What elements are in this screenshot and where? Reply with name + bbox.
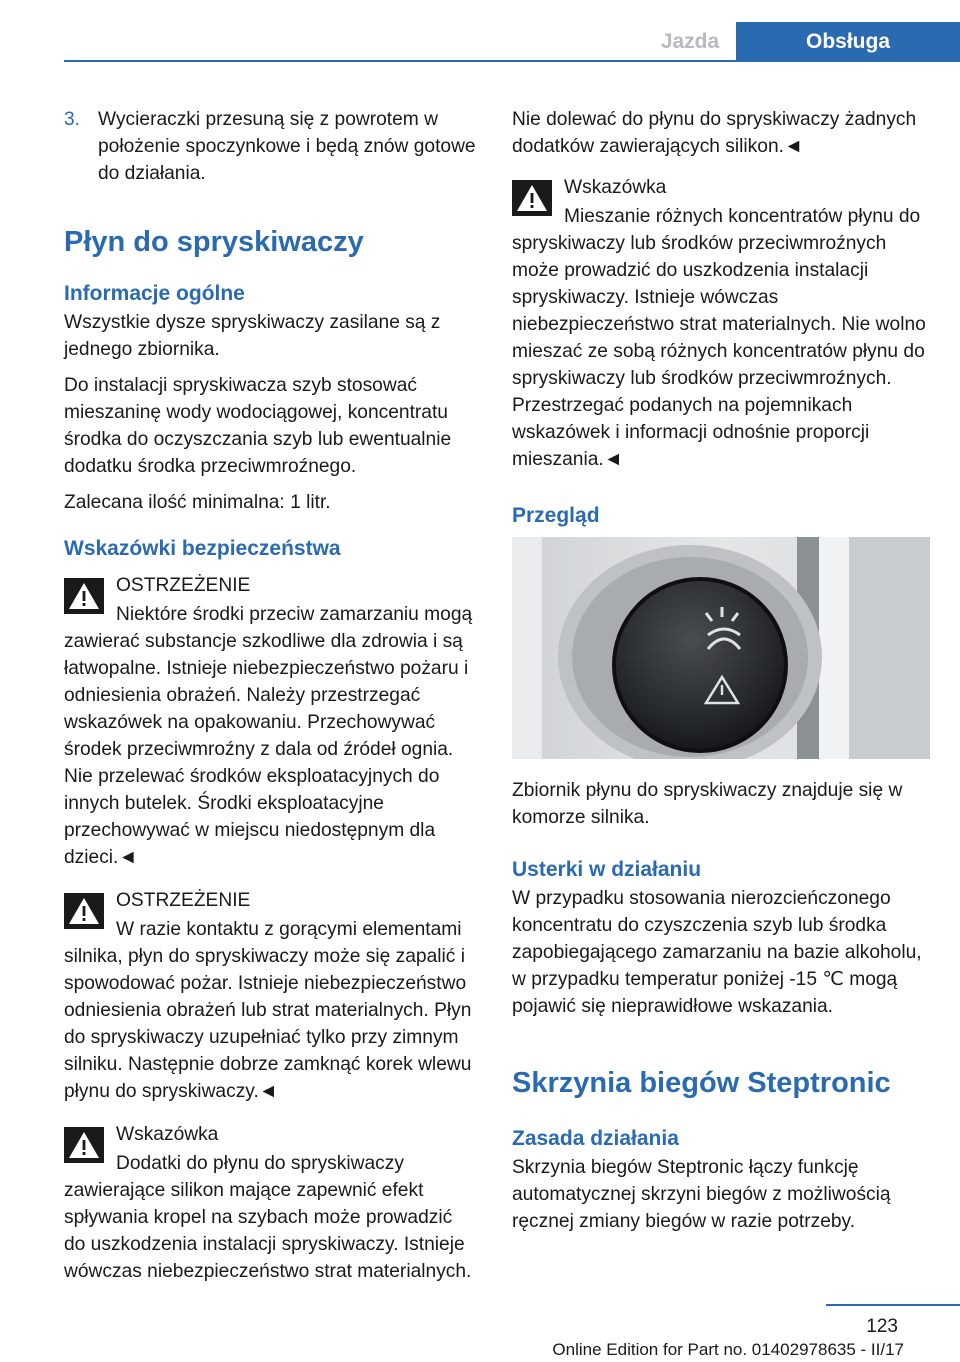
warning-icon [64, 1127, 104, 1163]
tab-jazda[interactable]: Jazda [660, 30, 720, 53]
header-rule [64, 60, 960, 62]
heading-general-info: Informacje ogólne [64, 282, 245, 305]
right-column [512, 106, 930, 1244]
heading-principle: Zasada działania [512, 1127, 679, 1150]
heading-faults: Usterki w działaniu [512, 858, 702, 881]
paragraph-general-2: Do instalacji spryskiwacza szyb stosować mieszaninę wody wodociągowej, koncentratu środka do oczyszczania szyb lub ewentualnie dodatku środka przeciwmroźnego. [64, 375, 452, 477]
warning-icon [512, 180, 552, 216]
warning-title: OSTRZEŻENIE [116, 575, 251, 596]
paragraph-general-1: Wszystkie dysze spryskiwaczy zasilane są z jednego zbiornika. [64, 312, 441, 360]
note-block-2 [512, 174, 930, 473]
note-text: Mieszanie różnych koncentratów płynu do spryskiwaczy lub środków przeciwmroźnych może prowadzić do uszkodzenia instalacji spryskiwaczy. Istnieje wówczas niebezpieczeństwo strat materialnych. Nie wolno mieszać ze sobą różnych koncentratów płynu do spryskiwaczy lub środków przeciwmroźnych. Przestrzegać podanych na pojemnikach wskazówek i informacji odnośnie proporcji mieszania.◄ [512, 206, 926, 470]
paragraph-general-3: Zalecana ilość minimalna: 1 litr. [64, 492, 331, 513]
paragraph-faults: W przypadku stosowania nierozcieńczonego koncentratu do czyszczenia szyb lub środka zapobiegającego zamarzaniu na bazie alkoholu, w przypadku temperatur poniżej -15 ℃ mogą pojawić się nieprawidłowe wskazania. [512, 888, 922, 1017]
left-column [64, 106, 478, 1291]
washer-reservoir-photo [512, 537, 930, 759]
tab-obsluga[interactable]: Obsługa [736, 22, 960, 62]
list-text: Wycieraczki przesuną się z powrotem w położenie spoczynkowe i będą znów gotowe do działania. [98, 109, 476, 184]
edition-info: Online Edition for Part no. 01402978635 - II/17 [552, 1340, 904, 1359]
note-title: Wskazówka [564, 177, 667, 198]
paragraph-principle: Skrzynia biegów Steptronic łączy funkcję automatycznej skrzyni biegów z możliwością ręcznej zmiany biegów w razie potrzeby. [512, 1157, 891, 1232]
page-header [0, 0, 960, 62]
warning-block-2 [64, 887, 478, 1105]
warning-icon [64, 893, 104, 929]
note-text: Dodatki do płynu do spryskiwaczy zawierające silikon mające zapewnić efekt spływania kropel na szybach może prowadzić do uszkodzenia instalacji spryskiwaczy. Istnieje wówczas niebezpieczeństwo strat materialnych. [64, 1153, 472, 1282]
paragraph-continued: Nie dolewać do płynu do spryskiwaczy żadnych dodatków zawierających silikon.◄ [512, 109, 917, 157]
washer-cap-illustration [512, 537, 930, 759]
photo-caption: Zbiornik płynu do spryskiwaczy znajduje się w komorze silnika. [512, 780, 903, 828]
warning-block-1 [64, 572, 478, 871]
note-block-1 [64, 1121, 478, 1285]
warning-text: Niektóre środki przeciw zamarzaniu mogą zawierać substancje szkodliwe dla zdrowia i są łatwopalne. Istnieje niebezpieczeństwo pożaru i odniesienia obrażeń. Należy przestrzegać wskazówek na opakowaniu. Przechowywać środek przeciwmroźny z dala od źródeł ognia. Nie przelewać środków eksploatacyjnych do innych butelek. Środki eksploatacyjne przechowywać w miejscu niedostępnym dla dzieci.◄ [64, 604, 473, 868]
note-title: Wskazówka [116, 1124, 219, 1145]
warning-text: W razie kontaktu z gorącymi elementami silnika, płyn do spryskiwaczy może się zapalić i spowodować pożar. Istnieje niebezpieczeństwo odniesienia obrażeń lub strat materialnych. Płyn do spryskiwaczy uzupełniać tylko przy zimnym silniku. Następnie dobrze zamknąć korek wlewu płynu do spryskiwaczy.◄ [64, 919, 472, 1102]
heading-safety: Wskazówki bezpieczeństwa [64, 537, 341, 560]
heading-steptronic: Skrzynia biegów Steptronic [512, 1067, 891, 1099]
warning-title: OSTRZEŻENIE [116, 890, 251, 911]
list-number: 3. [64, 109, 81, 130]
list-item-3 [64, 106, 478, 187]
footer-rule [826, 1304, 960, 1306]
heading-washer-fluid: Płyn do spryskiwaczy [64, 226, 364, 258]
heading-overview: Przegląd [512, 504, 600, 527]
warning-icon [64, 578, 104, 614]
page-number: 123 [866, 1316, 898, 1337]
